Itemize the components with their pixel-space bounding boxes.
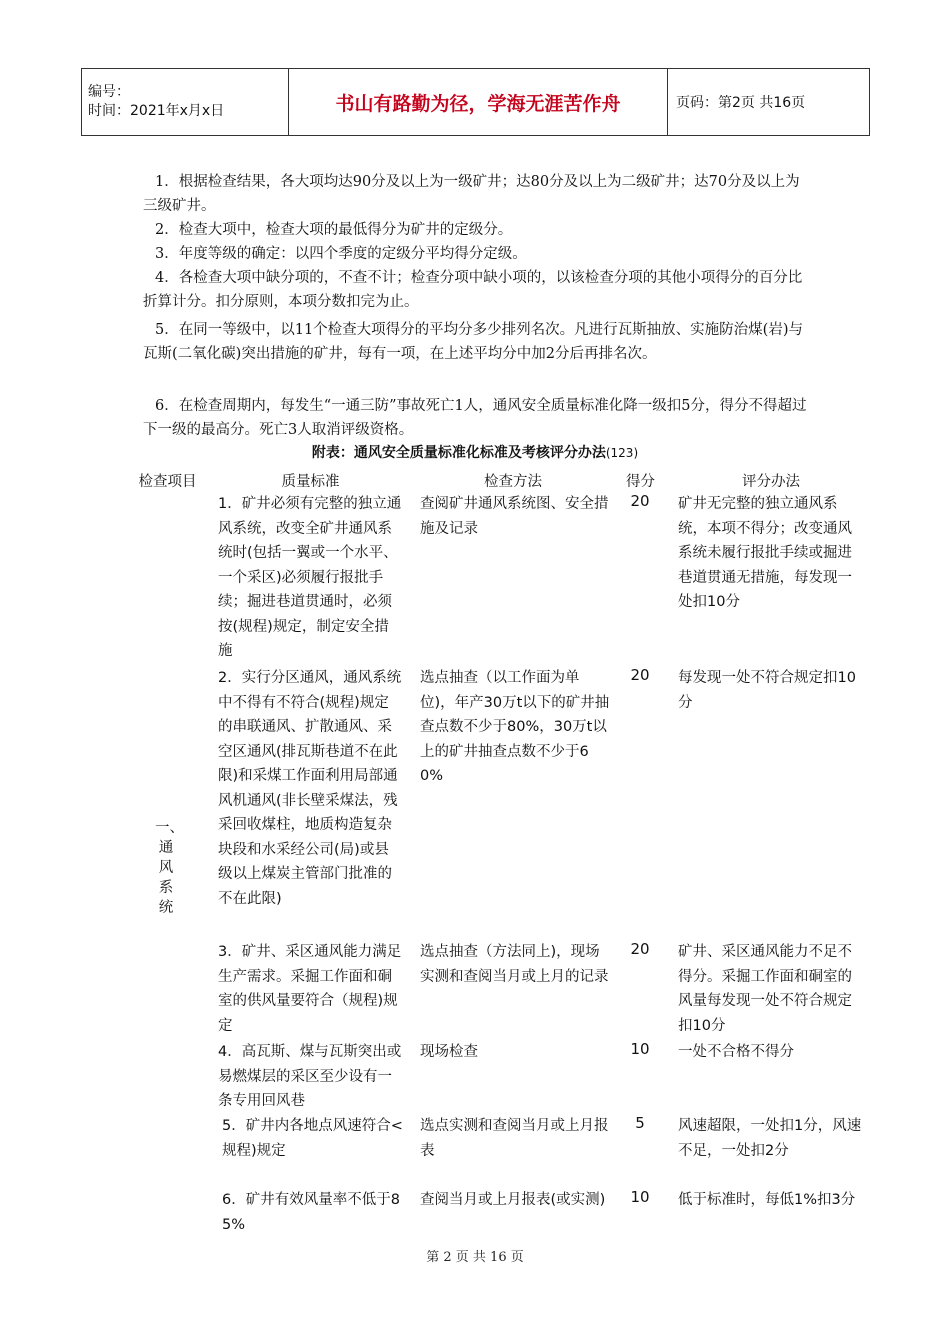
row-1-score: 20 [630,492,650,510]
row-4-standard: 4．高瓦斯、煤与瓦斯突出或易燃煤层的采区至少设有一条专用回风巷 [218,1044,402,1109]
paragraph-1: 1．根据检查结果，各大项均达90分及以上为一级矿井；达80分及以上为二级矿井；达70分及以上为三级矿井。 [143,174,800,214]
col-header-method: 检查方法 [484,474,542,490]
row-2-standard: 2．实行分区通风，通风系统中不得有不符合(规程)规定的串联通风、扩散通风、采空区通风(排瓦斯巷道不在此限)和采煤工作面利用局部通风机通风(非长壁采煤法，残采回收煤柱，地质构造复杂块段和水采经公司(局)或县级以上煤炭主管部门批准的不在此限) [218,670,402,907]
row-3-standard: 3．矿井、采区通风能力满足生产需求。采掘工作面和硐室的供风量要符合（规程)规定 [218,944,402,1034]
row-5-score: 5 [635,1114,645,1132]
row-2-scoring: 每发现一处不符合规定扣10分 [678,670,856,711]
page-footer: 第 2 页 共 16 页 [426,1250,524,1265]
paragraph-5: 5．在同一等级中，以11个检查大项得分的平均分多少排列名次。凡进行瓦斯抽放、实施防治煤(岩)与瓦斯(二氧化碳)突出措施的矿井，每有一项，在上述平均分中加2分后再排名次。 [143,322,803,362]
row-6-scoring: 低于标准时，每低1%扣3分 [678,1192,856,1208]
paragraph-3: 3．年度等级的确定：以四个季度的定级分平均得分定级。 [155,246,527,262]
row-1-standard: 1．矿井必须有完整的独立通风系统，改变全矿井通风系统时(包括一翼或一个水平、一个采区)必须履行报批手续；掘进巷道贯通时，必须按(规程)规定，制定安全措施 [218,496,402,659]
row-5-method: 选点实测和查阅当月或上月报表 [420,1118,609,1159]
row-6-standard: 6．矿井有效风量率不低于85% [222,1192,400,1233]
row-4-scoring: 一处不合格不得分 [678,1044,794,1060]
row-1-method: 查阅矿井通风系统图、安全措施及记录 [420,496,609,537]
row-2-score: 20 [630,666,650,684]
paragraph-6: 6．在检查周期内，每发生“一通三防”事故死亡1人，通风安全质量标准化降一级扣5分，得分不得超过下一级的最高分。死亡3人取消评级资格。 [143,398,807,438]
col-header-standard: 质量标准 [281,474,340,490]
table-title-note: (123) [605,446,639,460]
paragraph-2: 2．检查大项中，检查大项的最低得分为矿井的定级分。 [155,222,513,238]
row-6-method: 查阅当月或上月报表(或实测) [420,1192,606,1208]
row-6-score: 10 [630,1188,650,1206]
header-motto: 书山有路勤为径，学海无涯苦作舟 [289,69,668,136]
row-5-scoring: 风速超限，一处扣1分，风速不足，一处扣2分 [678,1118,862,1159]
col-header-score: 得分 [626,474,655,490]
row-3-method: 选点抽查（方法同上)，现场实测和查阅当月或上月的记录 [420,944,609,985]
doc-date: 时间：2021年x月x日 [88,103,225,119]
page-header [81,68,870,136]
table-title-text: 附表：通风安全质量标准化标准及考核评分办法 [311,445,606,461]
row-5-standard: 5．矿井内各地点风速符合<规程)规定 [222,1118,403,1159]
row-2-method: 选点抽查（以工作面为单位)，年产30万t以下的矿井抽查点数不少于80%，30万t以上的矿井抽查点数不少于60% [420,670,610,784]
header-info [82,69,289,136]
doc-number: 编号： [88,84,130,100]
item-label-ventilation-system: 一、通风系统 [155,820,184,916]
col-header-item: 检查项目 [138,474,197,490]
row-4-method: 现场检查 [420,1044,478,1060]
paragraph-4: 4．各检查大项中缺分项的，不查不计；检查分项中缺小项的，以该检查分项的其他小项得分的百分比折算计分。扣分原则，本项分数扣完为止。 [143,270,803,310]
row-3-scoring: 矿井、采区通风能力不足不得分。采掘工作面和硐室的风量每发现一处不符合规定扣10分 [678,944,852,1034]
row-4-score: 10 [630,1040,650,1058]
col-header-scoring: 评分办法 [742,474,800,490]
row-1-scoring: 矿井无完整的独立通风系统，本项不得分；改变通风系统未履行报批手续或掘进巷道贯通无措施，每发现一处扣10分 [678,496,852,610]
header-page-number: 页码：第2页 共16页 [668,69,870,136]
row-3-score: 20 [630,940,650,958]
table-title [0,442,950,462]
